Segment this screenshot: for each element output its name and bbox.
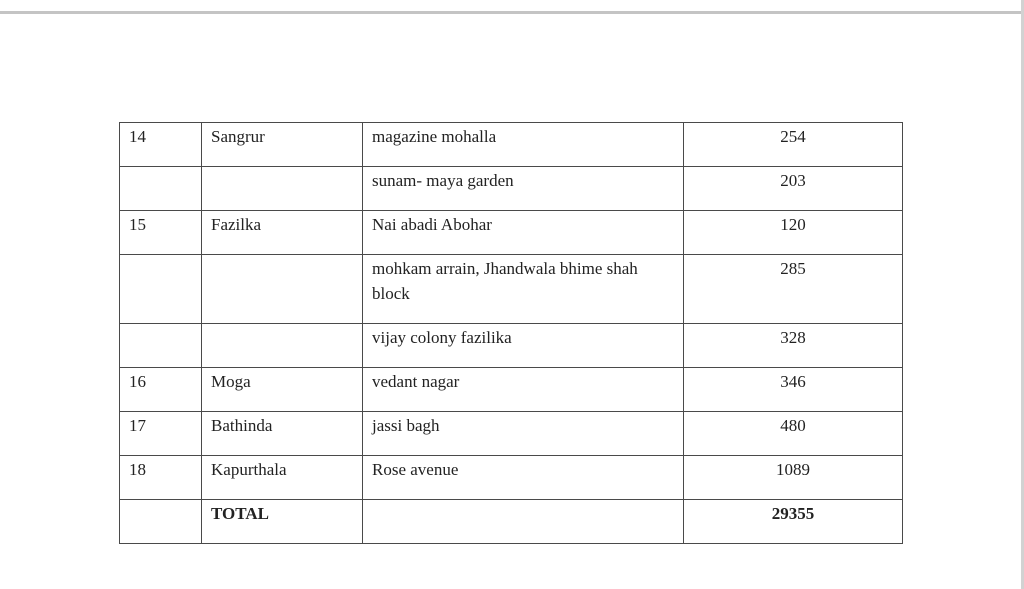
count-cell: 285 [684, 255, 903, 324]
table-row [120, 368, 903, 412]
locality-count-table [119, 122, 903, 544]
serial-number-cell: 16 [120, 368, 202, 412]
serial-number-cell [120, 255, 202, 324]
total-label: TOTAL [202, 500, 363, 544]
table-row [120, 456, 903, 500]
count-cell: 254 [684, 123, 903, 167]
table-row [120, 167, 903, 211]
table-row [120, 412, 903, 456]
table-row [120, 324, 903, 368]
count-cell: 120 [684, 211, 903, 255]
count-cell: 1089 [684, 456, 903, 500]
table-row [120, 123, 903, 167]
serial-number-cell [120, 167, 202, 211]
count-cell: 203 [684, 167, 903, 211]
locality-cell: vijay colony fazilika [363, 324, 684, 368]
table-row [120, 255, 903, 324]
district-cell [202, 324, 363, 368]
locality-cell: jassi bagh [363, 412, 684, 456]
serial-number-cell: 14 [120, 123, 202, 167]
serial-number-cell [120, 500, 202, 544]
district-cell: Sangrur [202, 123, 363, 167]
serial-number-cell: 17 [120, 412, 202, 456]
locality-cell: mohkam arrain, Jhandwala bhime shah block [363, 255, 684, 324]
district-cell: Fazilka [202, 211, 363, 255]
district-cell [202, 255, 363, 324]
count-cell: 480 [684, 412, 903, 456]
serial-number-cell: 15 [120, 211, 202, 255]
locality-cell: vedant nagar [363, 368, 684, 412]
serial-number-cell [120, 324, 202, 368]
top-border [0, 0, 1024, 14]
total-row [120, 500, 903, 544]
count-cell: 328 [684, 324, 903, 368]
table-row [120, 211, 903, 255]
total-count: 29355 [684, 500, 903, 544]
locality-cell: magazine mohalla [363, 123, 684, 167]
locality-cell: Nai abadi Abohar [363, 211, 684, 255]
district-cell: Kapurthala [202, 456, 363, 500]
serial-number-cell: 18 [120, 456, 202, 500]
locality-cell: Rose avenue [363, 456, 684, 500]
locality-cell [363, 500, 684, 544]
count-cell: 346 [684, 368, 903, 412]
district-cell: Bathinda [202, 412, 363, 456]
district-cell [202, 167, 363, 211]
locality-cell: sunam- maya garden [363, 167, 684, 211]
district-cell: Moga [202, 368, 363, 412]
